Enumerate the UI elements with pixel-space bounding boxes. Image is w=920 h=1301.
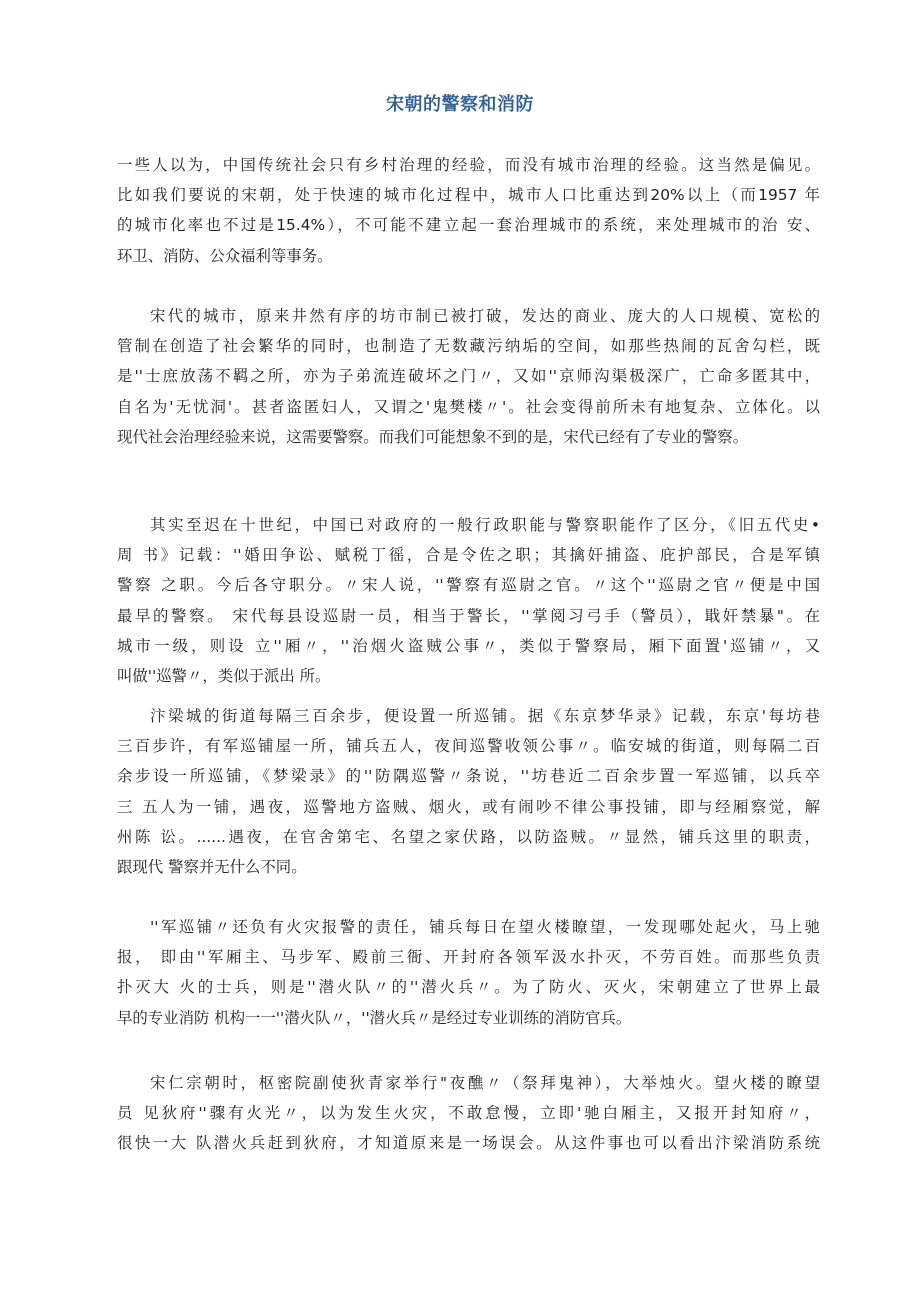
text-line: 报， 即由''军厢主、马步军、殿前三衙、开封府各领军汲水扑灭，不劳百姓。而那些负责 <box>117 948 820 967</box>
text-line: 三 五人为一铺，遇夜，巡警地方盗贼、烟火，或有闹吵不律公事投铺，即与经厢察觉，解 <box>117 797 820 816</box>
paragraph <box>117 912 820 1033</box>
paragraph <box>117 701 820 882</box>
text-line: 扑灭大 火的士兵，则是''潜火队〃的''潜火兵〃。为了防火、灭火，宋朝建立了世界上最 <box>117 978 820 997</box>
text-line: 跟现代 警察并无什么不同。 <box>117 857 307 876</box>
text-line: 州陈 讼。......遇夜，在官舍第宅、名望之家伏路，以防盗贼。〃显然，铺兵这里的职责， <box>117 827 820 846</box>
text-line: 其实至迟在十世纪，中国已对政府的一般行政职能与警察职能作了区分，《旧五代史• <box>150 516 820 534</box>
text-line: 比如我们要说的宋朝，处于快速的城市化过程中，城市人口比重达到20%以上（而1957 年 <box>117 186 820 205</box>
text-line: 自名为'无忧洞'。甚者盗匿妇人，又谓之'鬼樊楼〃'。社会变得前所未有地复杂、立体化。以 <box>117 397 820 416</box>
text-line: 管制在创造了社会繁华的同时，也制造了无数藏污纳垢的空间，如那些热闹的瓦舍勾栏，既 <box>117 337 820 356</box>
text-line: 叫做''巡警〃，类似于派出 所。 <box>117 666 331 685</box>
text-line: 三百步许，有军巡铺屋一所，铺兵五人，夜间巡警收领公事〃。临安城的街道，则每隔二百 <box>117 737 820 756</box>
text-line: 环卫、消防、公众福利等事务。 <box>117 246 333 265</box>
text-line: 宋代的城市，原来井然有序的坊市制已被打破，发达的商业、庞大的人口规模、宽松的 <box>150 307 820 325</box>
text-line: 是''士庶放荡不羁之所，亦为子弟流连破坏之门〃，又如''京师沟渠极深广，亡命多匿其中， <box>117 367 820 386</box>
text-line: 现代社会治理经验来说，这需要警察。而我们可能想象不到的是，宋代已经有了专业的警察。 <box>117 427 749 446</box>
paragraph <box>117 150 820 271</box>
text-line: 宋仁宗朝时，枢密院副使狄青家举行"夜醮〃（祭拜鬼神），大举烛火。望火楼的瞭望 <box>150 1074 820 1092</box>
document-title: 宋朝的警察和消防 <box>386 94 534 115</box>
text-line: 最早的警察。 宋代每县设巡尉一员，相当于警长，''掌阅习弓手（警员），戢奸禁暴"。在 <box>117 606 820 625</box>
paragraph <box>117 301 820 452</box>
text-line: ''军巡铺〃还负有火灾报警的责任，铺兵每日在望火楼瞭望，一发现哪处起火，马上驰 <box>150 918 820 936</box>
text-line: 早的专业消防 机构一一''潜火队〃，''潜火兵〃是经过专业训练的消防官兵。 <box>117 1008 632 1027</box>
text-line: 员 见狄府''骤有火光〃，以为发生火灾，不敢怠慢，立即'驰白厢主，又报开封知府〃， <box>117 1104 820 1123</box>
text-line: 的城市化率也不过是15.4%），不可能不建立起一套治理城市的系统，来处理城市的治 安、 <box>117 216 820 235</box>
text-line: 警察 之职。今后各守职分。〃宋人说，''警察有巡尉之官。〃这个''巡尉之官〃便是中国 <box>117 576 820 595</box>
text-line: 一些人以为，中国传统社会只有乡村治理的经验，而没有城市治理的经验。这当然是偏见。 <box>117 156 820 174</box>
text-line: 周 书》记载：''婚田争讼、赋税丁徭，合是令佐之职；其擒奸捕盗、庇护部民，合是军镇 <box>117 546 820 565</box>
paragraph <box>117 1068 820 1159</box>
text-line: 很快一大 队潜火兵赶到狄府，才知道原来是一场误会。从这件事也可以看出汴梁消防系统 <box>117 1134 820 1153</box>
paragraph <box>117 510 820 691</box>
text-line: 汴梁城的街道每隔三百余步，便设置一所巡铺。据《东京梦华录》记载，东京'每坊巷 <box>150 707 820 725</box>
text-line: 城市一级，则设 立''厢〃，''治烟火盗贼公事〃，类似于警察局，厢下面置'巡铺〃，又 <box>117 636 820 655</box>
text-line: 余步设一所巡铺，《梦梁录》的''防隅巡警〃条说，''坊巷近二百余步置一军巡铺，以兵卒 <box>117 767 820 786</box>
